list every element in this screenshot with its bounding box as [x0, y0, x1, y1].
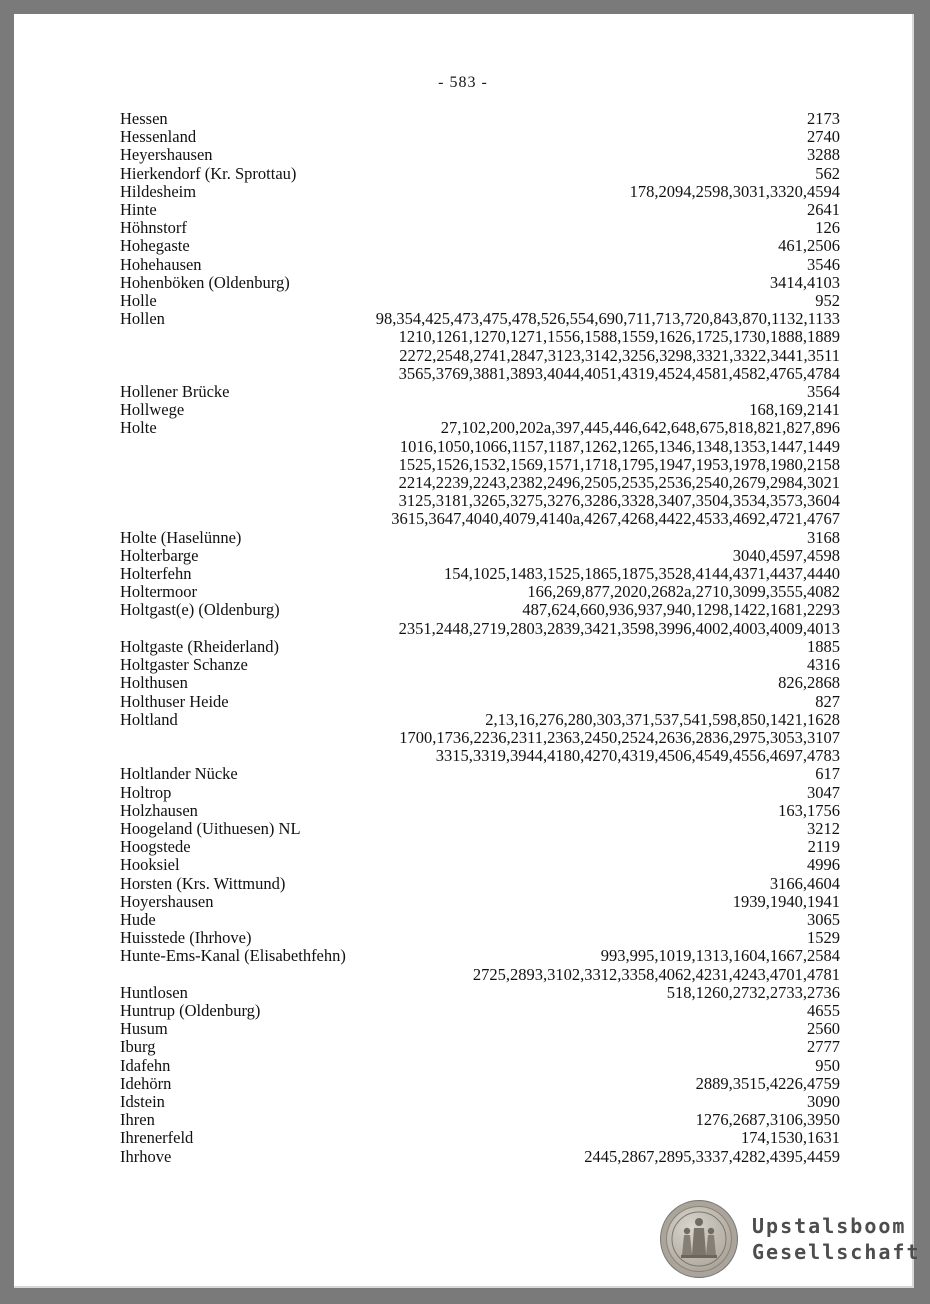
reference-numbers: 3065	[807, 909, 840, 929]
reference-numbers: 826,2868	[778, 673, 840, 693]
reference-numbers: 3546	[807, 254, 840, 274]
index-entry	[120, 1057, 840, 1075]
index-entry	[120, 911, 840, 929]
reference-numbers: 98,354,425,473,475,478,526,554,690,711,713,720,843,870,1132,1133	[375, 309, 840, 329]
index-entry	[120, 165, 840, 183]
seal-icon	[660, 1200, 738, 1278]
place-name: Ihren	[120, 1110, 155, 1130]
index-entry	[120, 929, 840, 947]
reference-numbers: 168,169,2141	[749, 400, 840, 420]
index-entry	[120, 638, 840, 656]
place-index	[120, 110, 840, 1166]
index-entry	[120, 183, 840, 201]
place-name: Holte	[120, 418, 157, 438]
index-entry	[120, 1075, 840, 1093]
reference-numbers: 1529	[807, 928, 840, 948]
place-name: Holzhausen	[120, 800, 198, 820]
publisher-logo	[660, 1200, 921, 1278]
reference-numbers: 827	[815, 691, 840, 711]
index-entry	[120, 219, 840, 237]
index-entry	[120, 984, 840, 1002]
index-entry	[120, 674, 840, 692]
reference-numbers: 2641	[807, 200, 840, 220]
index-entry	[120, 601, 840, 637]
reference-numbers: 2889,3515,4226,4759	[695, 1073, 840, 1093]
index-entry	[120, 110, 840, 128]
reference-numbers: 487,624,660,936,937,940,1298,1422,1681,2293	[522, 600, 840, 620]
reference-numbers: 993,995,1019,1313,1604,1667,2584	[600, 946, 840, 966]
reference-numbers: 2214,2239,2243,2382,2496,2505,2535,2536,2540,2679,2984,3021	[398, 473, 840, 493]
reference-numbers: 4316	[807, 655, 840, 675]
place-name: Iburg	[120, 1037, 156, 1057]
reference-numbers: 4655	[807, 1000, 840, 1020]
reference-numbers: 174,1530,1631	[741, 1128, 840, 1148]
index-entry	[120, 146, 840, 164]
reference-numbers: 3125,3181,3265,3275,3276,3286,3328,3407,3504,3534,3573,3604	[398, 491, 840, 511]
place-name: Hoogstede	[120, 837, 191, 857]
place-name: Horsten (Krs. Wittmund)	[120, 873, 286, 893]
index-entry	[120, 856, 840, 874]
place-name: Holte (Haselünne)	[120, 527, 242, 547]
place-name: Huntlosen	[120, 982, 188, 1002]
reference-numbers: 1700,1736,2236,2311,2363,2450,2524,2636,2836,2975,3053,3107	[399, 727, 840, 747]
place-name: Hessen	[120, 109, 168, 128]
reference-numbers: 518,1260,2732,2733,2736	[666, 982, 840, 1002]
index-entry	[120, 310, 840, 383]
reference-numbers: 2351,2448,2719,2803,2839,3421,3598,3996,4002,4003,4009,4013	[398, 618, 840, 638]
place-name: Heyershausen	[120, 145, 213, 165]
index-entry	[120, 802, 840, 820]
index-entry	[120, 583, 840, 601]
reference-numbers: 4996	[807, 855, 840, 875]
place-name: Hollwege	[120, 400, 185, 420]
index-entry	[120, 1129, 840, 1147]
index-entry	[120, 529, 840, 547]
index-entry	[120, 765, 840, 783]
reference-numbers: 562	[815, 163, 840, 183]
place-name: Holthuser Heide	[120, 691, 229, 711]
reference-numbers: 2740	[807, 127, 840, 147]
reference-numbers: 2725,2893,3102,3312,3358,4062,4231,4243,4701,4781	[472, 964, 840, 984]
place-name: Ihrenerfeld	[120, 1128, 194, 1148]
place-name: Hooksiel	[120, 855, 180, 875]
place-name: Hollen	[120, 309, 165, 329]
reference-numbers: 178,2094,2598,3031,3320,4594	[629, 181, 840, 201]
reference-numbers: 1210,1261,1270,1271,1556,1588,1559,1626,1725,1730,1888,1889	[398, 327, 840, 347]
document-page	[14, 14, 921, 1288]
place-name: Hessenland	[120, 127, 197, 147]
reference-numbers: 2119	[807, 837, 840, 857]
index-entry	[120, 656, 840, 674]
place-name: Huntrup (Oldenburg)	[120, 1000, 261, 1020]
place-name: Idafehn	[120, 1055, 171, 1075]
place-name: Hierkendorf (Kr. Sprottau)	[120, 163, 297, 183]
index-entry	[120, 201, 840, 219]
index-entry	[120, 237, 840, 255]
reference-numbers: 950	[815, 1055, 840, 1075]
reference-numbers: 3168	[807, 527, 840, 547]
reference-numbers: 2,13,16,276,280,303,371,537,541,598,850,1421,1628	[485, 709, 840, 729]
place-name: Holtlander Nücke	[120, 764, 238, 784]
place-name: Ihrhove	[120, 1146, 172, 1166]
place-name: Idstein	[120, 1091, 165, 1111]
reference-numbers: 952	[815, 291, 840, 311]
logo-line-2: Gesellschaft	[752, 1240, 921, 1264]
reference-numbers: 3565,3769,3881,3893,4044,4051,4319,4524,4581,4582,4765,4784	[398, 363, 840, 383]
reference-numbers: 1276,2687,3106,3950	[695, 1110, 840, 1130]
index-entry	[120, 292, 840, 310]
reference-numbers: 3615,3647,4040,4079,4140a,4267,4268,4422,4533,4692,4721,4767	[391, 509, 840, 529]
index-entry	[120, 419, 840, 528]
index-entry	[120, 1002, 840, 1020]
reference-numbers: 3564	[807, 382, 840, 402]
place-name: Idehörn	[120, 1073, 172, 1093]
reference-numbers: 2272,2548,2741,2847,3123,3142,3256,3298,3321,3322,3441,3511	[399, 345, 840, 365]
reference-numbers: 3040,4597,4598	[732, 545, 840, 565]
place-name: Holtrop	[120, 782, 172, 802]
index-entry	[120, 947, 840, 983]
place-name: Höhnstorf	[120, 218, 187, 238]
index-entry	[120, 1111, 840, 1129]
logo-text	[752, 1213, 921, 1265]
reference-numbers: 1885	[807, 636, 840, 656]
logo-line-1: Upstalsboom	[752, 1214, 907, 1238]
index-entry	[120, 893, 840, 911]
reference-numbers: 3090	[807, 1091, 840, 1111]
place-name: Hude	[120, 909, 156, 929]
reference-numbers: 3047	[807, 782, 840, 802]
reference-numbers: 3166,4604	[769, 873, 840, 893]
reference-numbers: 163,1756	[778, 800, 840, 820]
place-name: Hohehausen	[120, 254, 202, 274]
place-name: Hollener Brücke	[120, 382, 230, 402]
index-entry	[120, 1020, 840, 1038]
reference-numbers: 2173	[807, 109, 840, 128]
reference-numbers: 166,269,877,2020,2682a,2710,3099,3555,4082	[527, 582, 840, 602]
reference-numbers: 1016,1050,1066,1157,1187,1262,1265,1346,1348,1353,1447,1449	[399, 436, 840, 456]
index-entry	[120, 784, 840, 802]
index-entry	[120, 383, 840, 401]
reference-numbers: 617	[815, 764, 840, 784]
place-name: Holtgaster Schanze	[120, 655, 248, 675]
place-name: Hohegaste	[120, 236, 190, 256]
place-name: Huisstede (Ihrhove)	[120, 928, 252, 948]
reference-numbers: 2560	[807, 1019, 840, 1039]
reference-numbers: 154,1025,1483,1525,1865,1875,3528,4144,4371,4437,4440	[444, 564, 840, 584]
index-entry	[120, 711, 840, 766]
index-entry	[120, 693, 840, 711]
reference-numbers: 3288	[807, 145, 840, 165]
index-entry	[120, 274, 840, 292]
place-name: Hoyershausen	[120, 891, 214, 911]
place-name: Hildesheim	[120, 181, 197, 201]
index-entry	[120, 256, 840, 274]
place-name: Holtland	[120, 709, 178, 729]
index-entry	[120, 565, 840, 583]
reference-numbers: 1939,1940,1941	[732, 891, 840, 911]
index-entry	[120, 1093, 840, 1111]
place-name: Holthusen	[120, 673, 188, 693]
reference-numbers: 2777	[807, 1037, 840, 1057]
reference-numbers: 3414,4103	[769, 272, 840, 292]
place-name: Holtermoor	[120, 582, 197, 602]
index-entry	[120, 401, 840, 419]
place-name: Holterfehn	[120, 564, 192, 584]
place-name: Holtgaste (Rheiderland)	[120, 636, 279, 656]
place-name: Holterbarge	[120, 545, 199, 565]
reference-numbers: 3315,3319,3944,4180,4270,4319,4506,4549,4556,4697,4783	[435, 746, 840, 766]
reference-numbers: 126	[815, 218, 840, 238]
place-name: Hunte-Ems-Kanal (Elisabethfehn)	[120, 946, 346, 966]
index-entry	[120, 128, 840, 146]
index-entry	[120, 838, 840, 856]
reference-numbers: 461,2506	[778, 236, 840, 256]
reference-numbers: 27,102,200,202a,397,445,446,642,648,675,818,821,827,896	[440, 418, 840, 438]
reference-numbers: 3212	[807, 818, 840, 838]
page-number: - 583 -	[438, 74, 488, 91]
reference-numbers: 2445,2867,2895,3337,4282,4395,4459	[584, 1146, 840, 1166]
index-entry	[120, 1038, 840, 1056]
place-name: Husum	[120, 1019, 168, 1039]
place-name: Holle	[120, 291, 157, 311]
reference-numbers: 1525,1526,1532,1569,1571,1718,1795,1947,1953,1978,1980,2158	[398, 454, 840, 474]
place-name: Hinte	[120, 200, 157, 220]
index-entry	[120, 547, 840, 565]
index-entry	[120, 1148, 840, 1166]
place-name: Holtgast(e) (Oldenburg)	[120, 600, 280, 620]
index-entry	[120, 820, 840, 838]
place-name: Hohenböken (Oldenburg)	[120, 272, 290, 292]
index-entry	[120, 875, 840, 893]
place-name: Hoogeland (Uithuesen) NL	[120, 818, 301, 838]
